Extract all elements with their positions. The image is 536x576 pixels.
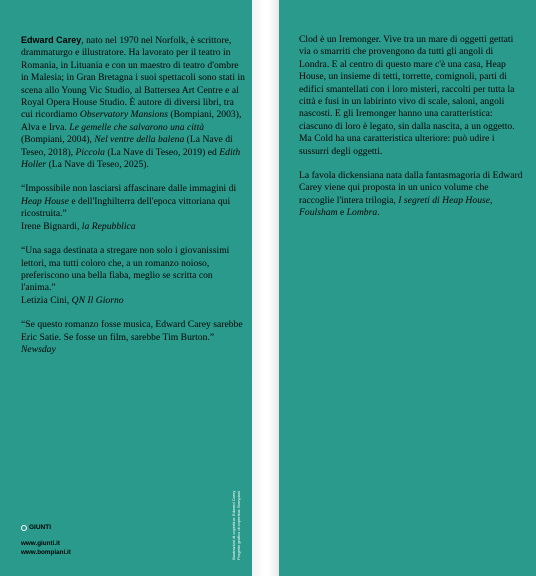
publisher-logo: [21, 524, 51, 531]
book-title: Nel ventre della balena: [94, 134, 185, 146]
publisher-logo-text: GIUNTI: [29, 524, 52, 531]
illustration-credit: Illustrazioni di copertina: Edward Carey: [231, 490, 236, 560]
author-bio: [21, 34, 245, 171]
synopsis-paragraph: Clod è un Iremonger. Vive tra un mare di oggetti gettati via o smarriti che provengono da tutti gli angoli di Londra. E al centro di questo mare c'è una casa, Heap House, un insieme di tetti, torrette, comignoli, parti di edifici smantellati con i loro misteri, raccolti per tutta la città e fusi in un labirinto vivo di scale, saloni, angoli nascosti. E gli Iremonger hanno una caratteristica: ciascuno di loro è legato, sin dalla nascita, a un oggetto. Ma Cold ha una caratteristica ulteriore: può udire i sussurri degli oggetti.: [299, 34, 515, 157]
book-title: Le gemelle che salvarono una città: [69, 121, 205, 133]
synopsis-text: La favola dickensiana nata dalla fantasmagoria di Edward Carey viene qui proposta in un unico volume che raccoglie l'intera trilogia,: [299, 170, 523, 206]
bio-text: (La Nave di Teseo, 2019) ed: [104, 146, 220, 158]
quote-source: [21, 295, 245, 307]
book-title: I segreti di Heap House, Foulsham: [299, 194, 493, 219]
quote-text: e dell'Inghilterra dell'epoca vittoriana qui ricostruita.”: [21, 195, 231, 220]
quote-author: Irene Bignardi,: [21, 220, 82, 232]
giunti-logo-icon: [21, 525, 27, 531]
bio-text: , nato nel 1970 nel Norfolk, è scrittore, drammaturgo e illustratore. Ha lavorato per il teatro in Romania, in Lituania e con un maestro di teatro d'ombre in Malesia; in Gran Bretagna i suoi spettacoli sono stati in scena allo Young Vic Studio, al Battersea Art Centre e al Royal Opera House Studio. È autore di diversi libri, tra cui ricordiamo: [21, 35, 245, 121]
book-title: Lombra: [346, 207, 378, 219]
bio-text: (La Nave di Teseo, 2025).: [46, 159, 149, 171]
bio-text: (Bompiani, 2004),: [21, 134, 95, 146]
left-flap-text: [21, 34, 245, 368]
quote-publication: QN Il Giorno: [71, 294, 124, 306]
book-title: Heap House: [21, 195, 69, 207]
publisher-urls: [21, 539, 71, 557]
book-title: Observatory Mansions: [79, 109, 168, 121]
quote-text: “Se questo romanzo fosse musica, Edward Carey sarebbe Eric Satie. Se fosse un film, sarebbe Tim Burton.”: [21, 319, 243, 343]
bio-text: (La Nave di Teseo, 2018),: [21, 134, 233, 158]
book-title: Edith Holler: [21, 146, 241, 171]
url-bompiani[interactable]: www.bompiani.it: [21, 549, 71, 556]
fold-gutter: [252, 0, 279, 576]
quote-author: Letizia Cini,: [21, 294, 72, 306]
review-quote: [21, 319, 245, 356]
review-quote: [21, 245, 245, 307]
cover-credits: [231, 470, 241, 560]
quote-publication: la Repubblica: [81, 220, 136, 232]
synopsis-text: e: [337, 207, 347, 219]
quote-text: “Una saga destinata a stregare non solo i giovanissimi lettori, ma tutti coloro che, a un romanzo noioso, preferiscono una bella fiaba, meglio se scritta con l'anima.”: [21, 245, 230, 294]
book-title: Piccola: [75, 146, 105, 158]
quote-source: [21, 221, 245, 233]
author-name: Edward Carey: [21, 35, 82, 45]
url-giunti[interactable]: www.giunti.it: [21, 540, 60, 547]
design-credit: Progetto grafico di copertina: Bompiani: [236, 491, 241, 560]
review-quote: [21, 183, 245, 233]
right-flap-text: [299, 34, 524, 232]
synopsis-paragraph: [299, 170, 524, 220]
bio-text: (Bompiani, 2003), Alva e Irva.: [21, 109, 242, 133]
quote-publication: Newsday: [21, 343, 56, 355]
quote-text: “Impossibile non lasciarsi affascinare dalle immagini di: [21, 183, 237, 195]
synopsis-text: .: [377, 207, 380, 219]
